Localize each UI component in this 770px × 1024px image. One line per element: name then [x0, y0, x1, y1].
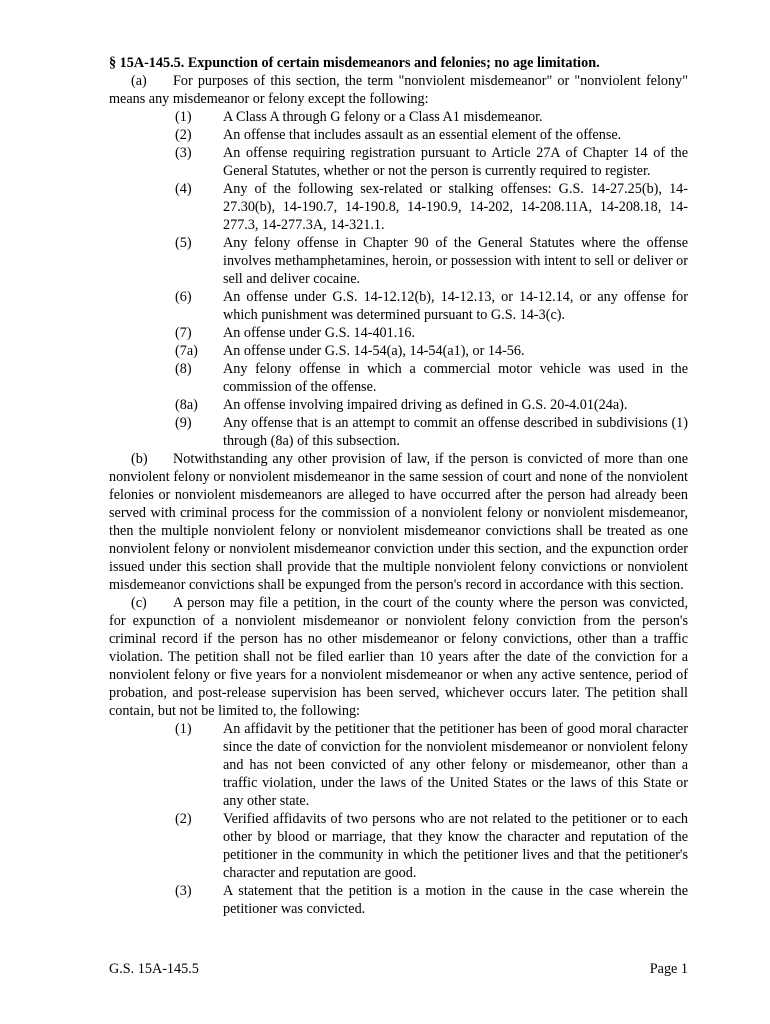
page-footer: [109, 960, 688, 978]
item-number: (6): [175, 289, 192, 305]
subsection-c-item-3: [109, 882, 688, 918]
item-text: An offense under G.S. 14-54(a), 14-54(a1), or 14-56.: [223, 343, 525, 359]
item-text: An offense involving impaired driving as defined in G.S. 20-4.01(24a).: [223, 397, 628, 413]
subsection-b-tag: (b): [131, 451, 148, 467]
item-number: (9): [175, 415, 192, 431]
section-title: § 15A-145.5. Expunction of certain misdemeanors and felonies; no age limitation.: [109, 55, 600, 71]
subsection-c-item-1: [109, 720, 688, 810]
subsection-a-item-7a: [109, 342, 688, 360]
footer-citation: G.S. 15A-145.5: [109, 961, 199, 977]
subsection-a-item-8: [109, 360, 688, 396]
subsection-a-item-5: [109, 234, 688, 288]
item-text: Any offense that is an attempt to commit an offense described in subdivisions (1) through (8a) of this subsection.: [223, 415, 688, 449]
subsection-a-item-8a: [109, 396, 688, 414]
item-number: (7): [175, 325, 192, 341]
item-text: An affidavit by the petitioner that the petitioner has been of good moral character since the date of conviction for the nonviolent misdemeanor or nonviolent felony and has not been convicted of any other felony or misdemeanor, other than a traffic violation, under the laws of the United States or the laws of this State or any other state.: [223, 721, 688, 809]
subsection-a-item-7: [109, 324, 688, 342]
subsection-a-item-9: [109, 414, 688, 450]
subsection-b-text: Notwithstanding any other provision of law, if the person is convicted of more than one nonviolent felony or nonviolent misdemeanor in the same session of court and none of the nonviolent felonies or nonviolent misdemeanors are alleged to have occurred after the person had already been served with criminal process for the commission of a nonviolent felony or nonviolent misdemeanor, then the multiple nonviolent felony or nonviolent misdemeanor convictions shall be treated as one nonviolent felony or nonviolent misdemeanor conviction under this section, and the expunction order issued under this section shall provide that the multiple nonviolent felony convictions or nonviolent misdemeanor convictions shall be expunged from the person's record in accordance with this section.: [109, 451, 688, 593]
subsection-a-text: For purposes of this section, the term "nonviolent misdemeanor" or "nonviolent felony" means any misdemeanor or felony except the following:: [109, 73, 688, 107]
subsection-a-list: [109, 108, 688, 450]
item-text: An offense under G.S. 14-401.16.: [223, 325, 416, 341]
statute-page: [109, 54, 688, 918]
subsection-b: [109, 450, 688, 594]
item-text: A statement that the petition is a motion in the cause in the case wherein the petitioner was convicted.: [223, 883, 688, 917]
item-text: An offense that includes assault as an essential element of the offense.: [223, 127, 622, 143]
subsection-c-text: A person may file a petition, in the court of the county where the person was convicted, for expunction of a nonviolent misdemeanor or nonviolent felony conviction from the person's criminal record if the person has no other misdemeanor or felony convictions, other than a traffic violation. The petition shall not be filed earlier than 10 years after the date of the conviction for a nonviolent felony or five years for a nonviolent misdemeanor or when any active sentence, period of probation, and post-release supervision has been served, whichever occurs later. The petition shall contain, but not be limited to, the following:: [109, 595, 688, 719]
item-number: (7a): [175, 343, 198, 359]
item-number: (3): [175, 145, 192, 161]
subsection-a-item-3: [109, 144, 688, 180]
subsection-a-tag: (a): [131, 73, 147, 89]
subsection-c: [109, 594, 688, 720]
item-number: (2): [175, 811, 192, 827]
item-text: A Class A through G felony or a Class A1 misdemeanor.: [223, 109, 543, 125]
item-text: Any felony offense in which a commercial motor vehicle was used in the commission of the offense.: [223, 361, 688, 395]
item-number: (5): [175, 235, 192, 251]
item-text: Verified affidavits of two persons who are not related to the petitioner or to each other by blood or marriage, that they know the character and reputation of the petitioner in the community in which the petitioner lives and that the petitioner's character and reputation are good.: [223, 811, 688, 881]
item-number: (2): [175, 127, 192, 143]
item-number: (8a): [175, 397, 198, 413]
subsection-a-item-6: [109, 288, 688, 324]
item-text: Any felony offense in Chapter 90 of the General Statutes where the offense involves methamphetamines, heroin, or possession with intent to sell or deliver or sell and deliver cocaine.: [223, 235, 688, 287]
subsection-a-item-4: [109, 180, 688, 234]
item-number: (1): [175, 721, 192, 737]
subsection-c-tag: (c): [131, 595, 147, 611]
item-number: (3): [175, 883, 192, 899]
subsection-a-item-1: [109, 108, 688, 126]
subsection-a-item-2: [109, 126, 688, 144]
subsection-c-list: [109, 720, 688, 918]
item-number: (1): [175, 109, 192, 125]
subsection-c-item-2: [109, 810, 688, 882]
subsection-a: [109, 72, 688, 108]
item-number: (4): [175, 181, 192, 197]
item-text: An offense under G.S. 14-12.12(b), 14-12.13, or 14-12.14, or any offense for which punishment was determined pursuant to G.S. 14-3(c).: [223, 289, 688, 323]
item-number: (8): [175, 361, 192, 377]
item-text: An offense requiring registration pursuant to Article 27A of Chapter 14 of the General Statutes, whether or not the person is currently required to register.: [223, 145, 688, 179]
item-text: Any of the following sex-related or stalking offenses: G.S. 14-27.25(b), 14-27.30(b), 14-190.7, 14-190.8, 14-190.9, 14-202, 14-208.11A, 14-208.18, 14-277.3, 14-277.3A, 14-321.1.: [223, 181, 688, 233]
footer-page-number: Page 1: [649, 961, 688, 977]
